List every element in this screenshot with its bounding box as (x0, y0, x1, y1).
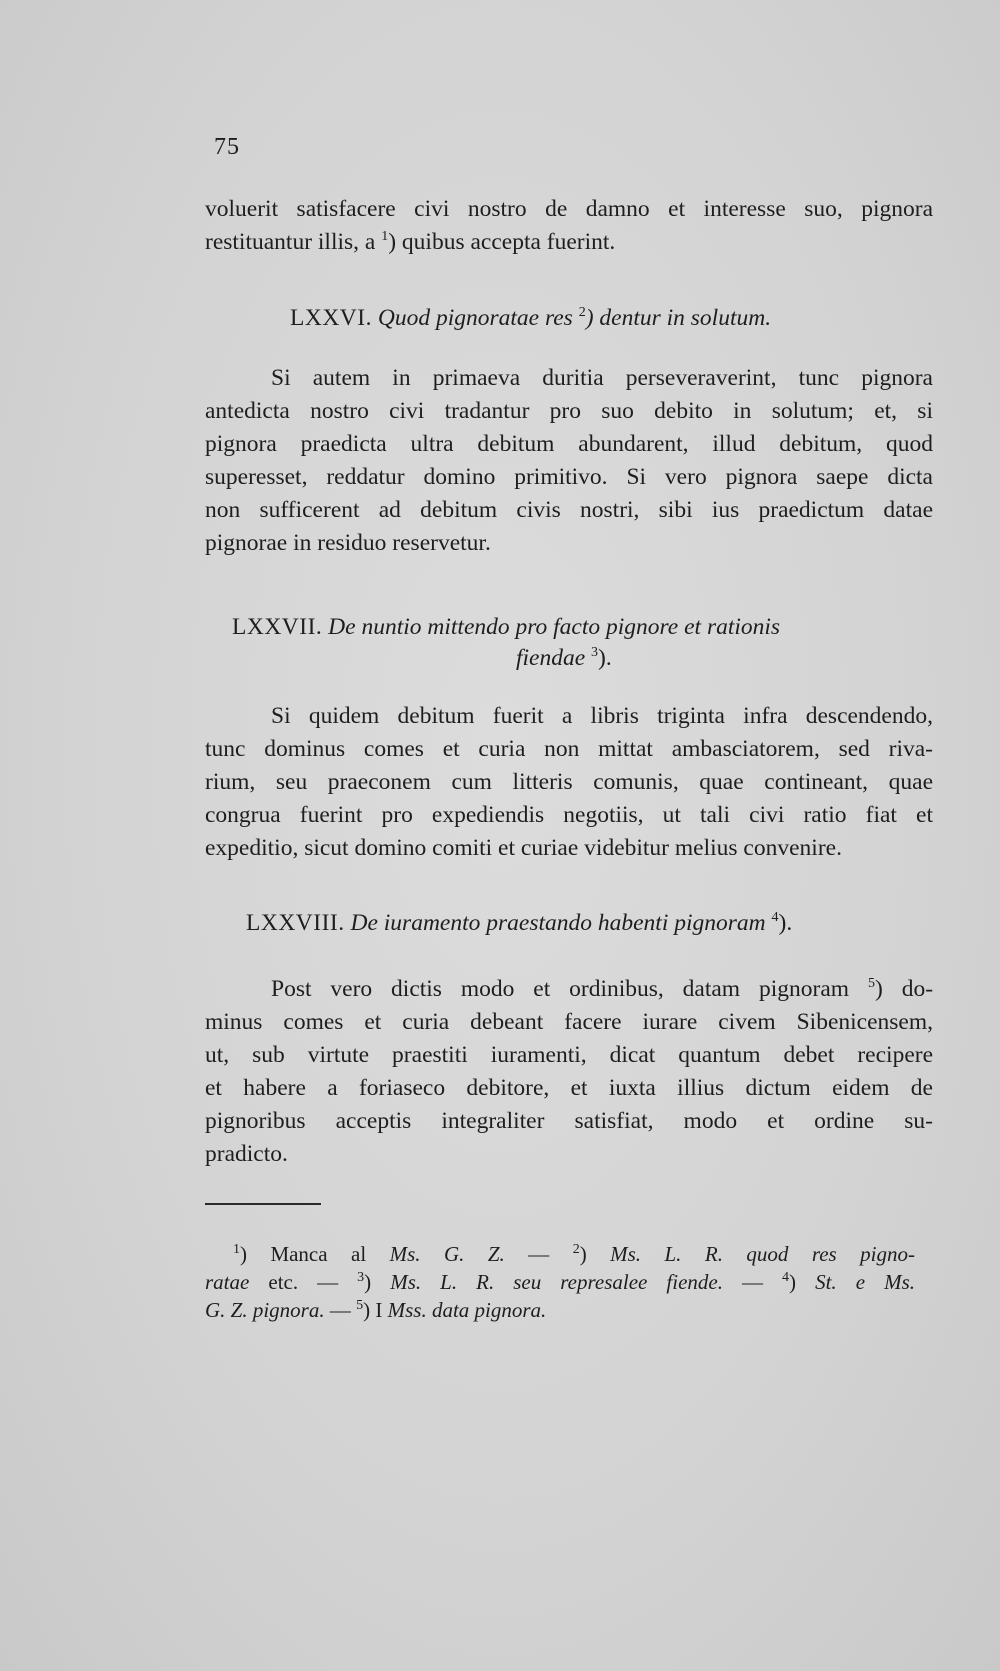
page-number: 75 (214, 134, 240, 160)
footnote-ref: 1 (381, 229, 389, 245)
text-fragment: Post vero dictis modo et ordinibus, datam pignoram (271, 976, 850, 1002)
footnote-ref: 3 (591, 645, 599, 661)
footnote-mark: 5 (356, 1298, 364, 1313)
footnote-text: Ms. G. Z. (389, 1242, 505, 1266)
footnote-divider (205, 1203, 321, 1205)
chapter-title-end: ) dentur in solutum. (585, 305, 772, 331)
text-line: pradicto. (205, 1141, 288, 1167)
footnote-text: ) (364, 1270, 391, 1294)
footnote-separator: — (504, 1242, 573, 1266)
footnote-text: Ms. L. R. quod res pigno- (610, 1242, 916, 1266)
chapter-title: De iuramento praestando habenti pignoram (350, 910, 766, 936)
text-line: rium, seu praeconem cum litteris comunis, quae contineant, quae (205, 769, 933, 795)
chapter-number: LXXVIII. (246, 910, 345, 936)
text-line: expeditio, sicut domino comiti et curiae videbitur melius convenire. (205, 835, 842, 861)
chapter-number: LXXVI. (290, 305, 372, 331)
footnote-text: ) (789, 1270, 816, 1294)
chapter-title-end: ). (598, 645, 612, 671)
footnote-mark: 1 (233, 1242, 240, 1257)
text-line: Si autem in primaeva duritia perseveraverint, tunc pignora (271, 365, 933, 391)
footnote-mark: 2 (572, 1242, 580, 1257)
paragraph-76 (205, 362, 933, 560)
footnote-text: ) Manca al (240, 1242, 390, 1266)
footnote-ref: 5 (867, 976, 875, 992)
footnote-mark: 4 (782, 1270, 790, 1285)
chapter-title: De nuntio mittendo pro facto pignore et rationis (328, 614, 781, 640)
text-line: congrua fuerint pro expediendis negotiis, ut tali civi ratio fiat et (205, 802, 933, 828)
paragraph-77 (205, 700, 933, 865)
footnote-text: Mss. data pignora. (387, 1298, 547, 1322)
footnote-text: etc. (249, 1270, 299, 1294)
text-line: minus comes et curia debeant facere iurare civem Sibenicensem, (205, 1009, 933, 1035)
paragraph-continuation (205, 193, 933, 259)
chapter-number: LXXVII. (232, 614, 323, 640)
text-line: Si quidem debitum fuerit a libris triginta infra descendendo, (271, 703, 933, 729)
chapter-title-end: ). (778, 910, 793, 936)
footnote-text: Ms. L. R. seu represalee fiende. (390, 1270, 723, 1294)
footnote-text: G. Z. pignora. (205, 1298, 325, 1322)
footnote-text: St. e Ms. (815, 1270, 915, 1294)
text-line: tunc dominus comes et curia non mittat ambasciatorem, sed riva- (205, 736, 933, 762)
text-line: superesset, reddatur domino primitivo. Si vero pignora saepe dicta (205, 464, 933, 490)
chapter-title: Quod pignoratae res (377, 305, 573, 331)
footnote-separator: — (298, 1270, 358, 1294)
chapter-heading-76 (290, 303, 771, 333)
text-line: pignorae in residuo reservetur. (205, 530, 491, 556)
chapter-heading-77-cont (516, 643, 612, 673)
text-line: pignora praedicta ultra debitum abundarent, illud debitum, quod (205, 431, 933, 457)
text-line (205, 226, 933, 259)
chapter-heading-78 (246, 908, 792, 938)
footnote-text: ) I (363, 1298, 388, 1322)
text-line: voluerit satisfacere civi nostro de damno et interesse suo, pignora (205, 196, 933, 222)
footnote-ref: 2 (578, 305, 586, 321)
footnote-separator: — (722, 1270, 783, 1294)
footnote-text: ratae (205, 1270, 250, 1294)
footnote-line (205, 1296, 915, 1324)
footnote-line (205, 1240, 915, 1268)
text-line: pignoribus acceptis integraliter satisfiat, modo et ordine su- (205, 1108, 933, 1134)
text-line (205, 973, 933, 1006)
chapter-heading-77 (232, 612, 780, 642)
paragraph-78 (205, 973, 933, 1171)
footnote-text: ) (579, 1242, 611, 1266)
text-line: ut, sub virtute praestiti iuramenti, dicat quantum debet recipere (205, 1042, 933, 1068)
footnote-separator: — (324, 1298, 357, 1322)
chapter-title-cont: fiendae (516, 645, 586, 671)
footnote-line (205, 1268, 915, 1296)
text-fragment: ) do- (874, 976, 934, 1002)
footnote-mark: 3 (357, 1270, 365, 1285)
text-line: et habere a foriaseco debitore, et iuxta illius dictum eidem de (205, 1075, 933, 1101)
text-line: antedicta nostro civi tradantur pro suo debito in solutum; et, si (205, 398, 933, 424)
text-fragment: ) quibus accepta fuerint. (388, 229, 616, 255)
text-line: non sufficerent ad debitum civis nostri, sibi ius praedictum datae (205, 497, 933, 523)
footnotes (205, 1240, 915, 1324)
footnote-ref: 4 (771, 910, 779, 926)
text-fragment: restituantur illis, a (205, 229, 376, 255)
